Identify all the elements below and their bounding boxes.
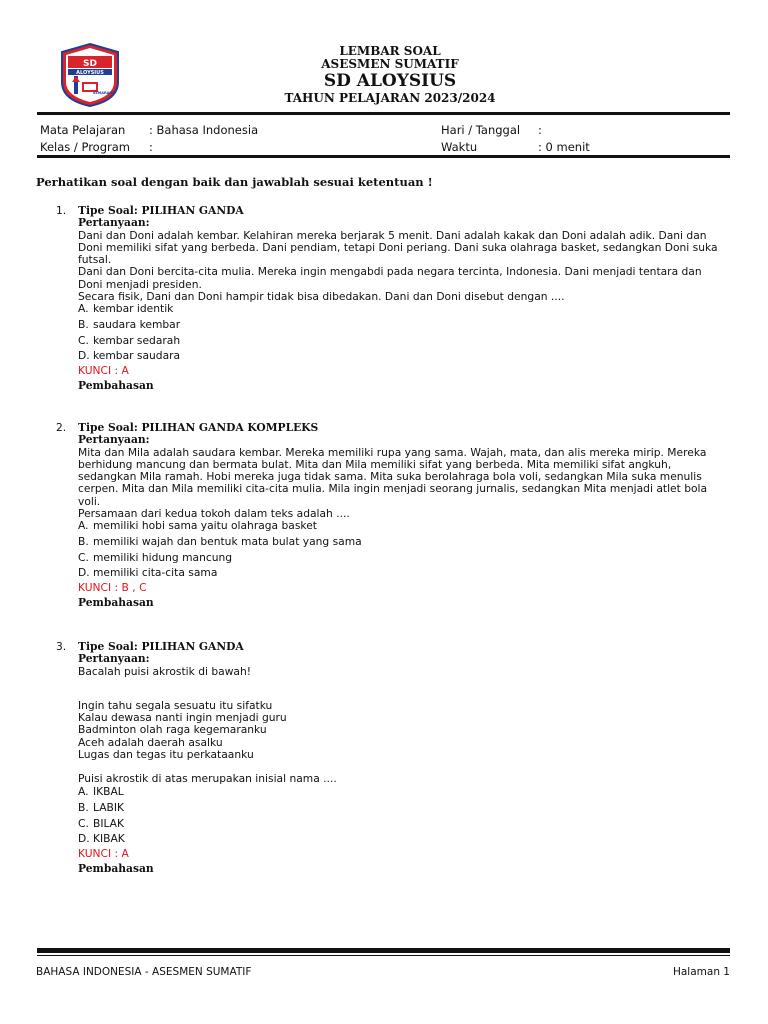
question-3	[56, 641, 736, 881]
question-2	[56, 422, 736, 617]
day-value: :	[538, 123, 542, 137]
poem-line: Ingin tahu segala sesuatu itu sifatku	[78, 698, 273, 712]
question-paragraph: Dani dan Doni bercita-cita mulia. Mereka ingin mengabdi pada negara tercinta, Indonesia. Dani menjadi tentara dan Doni menjadi presiden.	[78, 265, 702, 291]
poem-line: Aceh adalah daerah asalku	[78, 735, 223, 749]
option-a	[78, 303, 173, 315]
academic-year: TAHUN PELAJARAN 2023/2024	[284, 91, 496, 105]
question-type: Tipe Soal: PILIHAN GANDA KOMPLEKS	[78, 421, 319, 434]
question-type: Tipe Soal: PILIHAN GANDA	[78, 640, 244, 653]
option-text: BILAK	[93, 817, 125, 830]
answer-key: KUNCI : A	[78, 847, 129, 860]
spacer	[78, 678, 718, 700]
option-a	[78, 520, 317, 532]
question-number: 2.	[56, 421, 67, 434]
question-1	[56, 205, 736, 395]
question-number: 1.	[56, 204, 67, 217]
option-c	[78, 552, 232, 564]
footer-title: BAHASA INDONESIA - ASESMEN SUMATIF	[36, 966, 252, 978]
class-value: :	[149, 140, 153, 154]
subject-label: Mata Pelajaran	[40, 123, 126, 137]
svg-text:SEMARANG: SEMARANG	[92, 91, 116, 95]
option-letter: C.	[78, 551, 89, 564]
option-letter: B.	[78, 318, 89, 331]
option-d	[78, 350, 180, 362]
question-paragraph: Persamaan dari kedua tokoh dalam teks adalah ....	[78, 507, 350, 521]
subject-value: : Bahasa Indonesia	[149, 123, 259, 137]
option-b	[78, 319, 180, 331]
option-b	[78, 536, 362, 548]
option-letter: B.	[78, 535, 89, 548]
question-number: 3.	[56, 640, 67, 653]
poem-line: Badminton olah raga kegemaranku	[78, 723, 267, 737]
assessment-title: ASESMEN SUMATIF	[321, 57, 459, 71]
question-body	[78, 422, 718, 520]
option-text: KIBAK	[93, 832, 125, 845]
header-divider	[37, 112, 730, 115]
footer-divider-thick	[37, 948, 730, 953]
option-letter: D.	[78, 566, 90, 579]
question-body	[78, 641, 718, 786]
option-letter: C.	[78, 334, 89, 347]
school-logo	[60, 42, 120, 108]
option-letter: A.	[78, 302, 89, 315]
option-letter: A.	[78, 519, 89, 532]
question-paragraph: Mita dan Mila adalah saudara kembar. Mereka memiliki rupa yang sama. Wajah, mata, dan alis mereka mirip. Mereka berhidung mancung dan bermata bulat. Mita dan Mila memiliki sifat yang berbeda. Mita memiliki sifat angkuh, sedangkan Mila ramah. Hobi mereka juga tidak sama. Mita suka berolahraga bola voli, sedangkan Mila suka menulis cerpen. Mita dan Mila memiliki cita-cita mulia. Mila ingin menjadi seorang jurnalis, sedangkan Mita menjadi atlet bola voli.	[78, 445, 708, 508]
option-c	[78, 818, 124, 830]
option-text: memiliki wajah dan bentuk mata bulat yang sama	[93, 535, 362, 548]
sheet-title: LEMBAR SOAL	[339, 44, 441, 58]
question-paragraph: Dani dan Doni adalah kembar. Kelahiran mereka berjarak 5 menit. Dani adalah kakak dan Doni adalah adik. Dani dan Doni memiliki sifat yang berbeda. Dani pendiam, tetapi Doni periang. Dani suka olahraga basket, sedangkan Doni suka futsal.	[78, 228, 718, 267]
page-number: Halaman 1	[672, 966, 730, 978]
answer-key: KUNCI : A	[78, 364, 129, 377]
option-text: LABIK	[93, 801, 125, 814]
option-b	[78, 802, 124, 814]
svg-text:ALOYSIUS: ALOYSIUS	[76, 70, 104, 76]
poem-line: Kalau dewasa nanti ingin menjadi guru	[78, 711, 287, 725]
option-letter: D.	[78, 832, 90, 845]
option-letter: A.	[78, 785, 89, 798]
question-label: Pertanyaan:	[78, 433, 150, 447]
poem-line: Lugas dan tegas itu perkataanku	[78, 748, 254, 762]
option-c	[78, 335, 180, 347]
school-name: SD ALOYSIUS	[323, 71, 457, 91]
question-paragraph: Bacalah puisi akrostik di bawah!	[78, 664, 252, 678]
question-type: Tipe Soal: PILIHAN GANDA	[78, 204, 244, 217]
time-value: : 0 menit	[538, 140, 590, 154]
option-text: kembar identik	[93, 302, 174, 315]
explanation-label: Pembahasan	[78, 596, 154, 609]
option-text: kembar saudara	[93, 349, 181, 362]
question-paragraph: Secara fisik, Dani dan Doni hampir tidak bisa dibedakan. Dani dan Doni disebut dengan ....	[78, 290, 565, 304]
option-letter: D.	[78, 349, 90, 362]
option-letter: B.	[78, 801, 89, 814]
day-label: Hari / Tanggal	[441, 123, 521, 137]
question-prompt: Puisi akrostik di atas merupakan inisial nama ....	[78, 772, 337, 786]
option-d	[78, 833, 125, 845]
explanation-label: Pembahasan	[78, 379, 154, 392]
option-text: kembar sedarah	[93, 334, 181, 347]
class-label: Kelas / Program	[40, 140, 130, 154]
option-d	[78, 567, 217, 579]
time-label: Waktu	[441, 140, 478, 154]
explanation-label: Pembahasan	[78, 862, 154, 875]
option-text: memiliki hobi sama yaitu olahraga basket	[93, 519, 317, 532]
info-divider	[37, 155, 730, 158]
option-letter: C.	[78, 817, 89, 830]
option-text: IKBAL	[93, 785, 124, 798]
footer-divider-thin	[37, 955, 730, 956]
question-body	[78, 205, 718, 303]
option-text: memiliki hidung mancung	[93, 551, 233, 564]
option-text: memiliki cita-cita sama	[93, 566, 218, 579]
instruction-text: Perhatikan soal dengan baik dan jawablah sesuai ketentuan !	[36, 175, 433, 189]
option-text: saudara kembar	[93, 318, 181, 331]
option-a	[78, 786, 124, 798]
question-label: Pertanyaan:	[78, 216, 150, 230]
question-label: Pertanyaan:	[78, 652, 150, 666]
answer-key: KUNCI : B , C	[78, 581, 147, 594]
svg-text:SD: SD	[83, 59, 97, 69]
